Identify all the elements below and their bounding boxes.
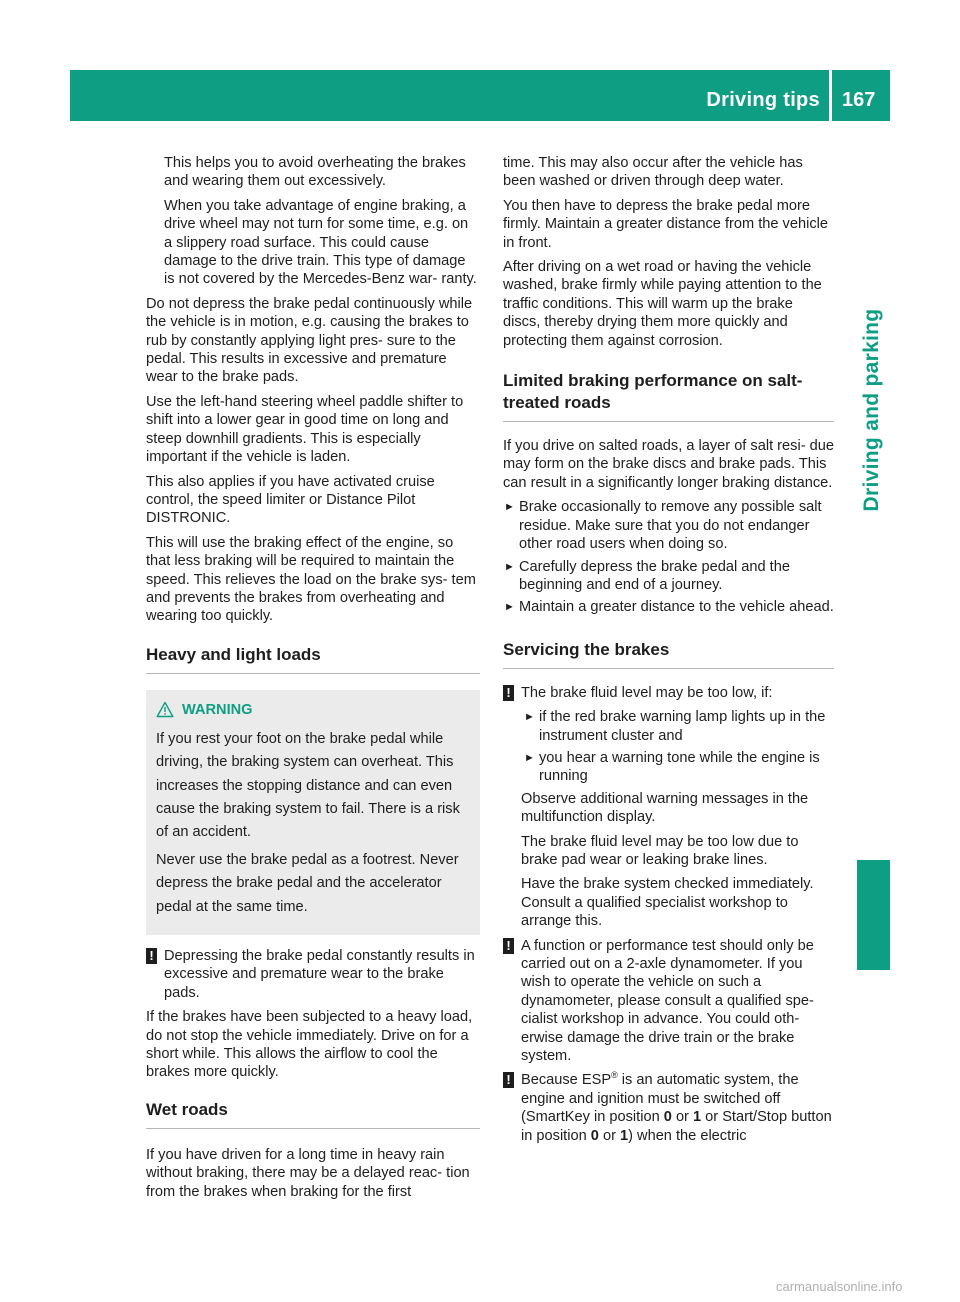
list-item-text: Brake occasionally to remove any possible salt residue. Make sure that you do not endanger other road users when doing so.: [519, 499, 822, 553]
left-column: [146, 154, 480, 1207]
list-item-text: Carefully depress the brake pedal and the beginning and end of a journey.: [519, 558, 790, 593]
side-chapter-label: Driving and parking: [860, 308, 883, 512]
bullet-icon: ►: [504, 560, 515, 573]
text-run: Because ESP: [521, 1072, 612, 1089]
position-value: 1: [620, 1127, 629, 1144]
paragraph: You then have to depress the brake pedal more firmly. Maintain a greater distance from the vehicle in front.: [503, 197, 828, 251]
warning-heading: [156, 700, 472, 720]
warning-label: WARNING: [182, 701, 253, 718]
heading-salt-roads: [503, 370, 834, 422]
right-column: [503, 154, 834, 1151]
bullet-icon: ►: [524, 751, 535, 764]
page-number: 167: [842, 89, 876, 111]
note-text: Depressing the brake pedal constantly results in excessive and premature wear to the brake pads.: [164, 948, 475, 1001]
position-value: 0: [663, 1109, 672, 1126]
list-item-text: if the red brake warning lamp lights up in the instrument cluster and: [539, 709, 826, 744]
heading-line-2: treated roads: [503, 393, 611, 413]
position-value: 1: [692, 1109, 702, 1126]
list-item: [503, 598, 834, 616]
exclamation-icon: !: [503, 938, 514, 954]
list-item: [523, 749, 834, 786]
caution-note: [503, 684, 834, 931]
intro-text-1: This helps you to avoid overheating the brakes and wearing them out excessively.: [164, 155, 466, 190]
paragraph: Use the left-hand steering wheel paddle shifter to shift into a lower gear in good time on long and steep downhill gradients. This is especially important if the vehicle is laden.: [146, 393, 464, 466]
paragraph: If the brakes have been subjected to a heavy load, do not stop the vehicle immediately. Drive on for a short while. This allows the airflow to cool the brakes more quickly.: [146, 1009, 473, 1081]
bullet-icon: ►: [504, 501, 515, 514]
warning-text-1: If you rest your foot on the brake pedal while driving, the braking system can overheat. This increases the stopping distance and can even cause the braking system to fail. There is a risk of an accident.: [156, 730, 460, 841]
text-run: ) when the electric: [628, 1127, 747, 1144]
heading-servicing-brakes: Servicing the brakes: [503, 639, 834, 669]
paragraph: This will use the braking effect of the engine, so that less braking will be required to maintain the speed. This relieves the load on the brake sys- tem and prevents the brakes from overheating and wearing too quickly.: [146, 534, 476, 625]
bullet-icon: ►: [504, 601, 515, 614]
paragraph: time. This may also occur after the vehicle has been washed or driven through deep water.: [503, 155, 803, 190]
note-text: Have the brake system checked immediately. Consult a qualified specialist workshop to arrange this.: [521, 876, 814, 930]
list-item: [503, 558, 834, 595]
caution-note: [146, 947, 480, 1002]
side-chapter-tab: [857, 860, 890, 970]
paragraph: If you have driven for a long time in heavy rain without braking, there may be a delayed reac- tion from the brakes when braking for the first: [146, 1146, 470, 1200]
note-text: The brake fluid level may be too low due to brake pad wear or leaking brake lines.: [521, 833, 799, 868]
paragraph: This also applies if you have activated cruise control, the speed limiter or Distance Pilot DISTRONIC.: [146, 473, 435, 527]
list-item-text: you hear a warning tone while the engine is running: [539, 749, 820, 785]
note-text: A function or performance test should only be carried out on a 2-axle dynamometer. If you wish to operate the vehicle on such a dynamometer, please consult a qualified spe- cialist workshop in advance. You could oth- erwise damage the drive train or the brake system.: [521, 937, 814, 1065]
text-run: is an automatic system, the engine and ignition must be switched off (SmartKey in position: [521, 1072, 799, 1126]
list-item: [503, 498, 834, 553]
registered-mark: ®: [611, 1070, 618, 1081]
heading-wet-roads: Wet roads: [146, 1099, 480, 1129]
heading-heavy-loads: Heavy and light loads: [146, 644, 480, 674]
exclamation-icon: !: [503, 1072, 514, 1088]
list-item: [523, 708, 834, 745]
warning-box: [146, 690, 480, 935]
paragraph: If you drive on salted roads, a layer of salt resi- due may form on the brake discs and brake pads. This can result in a significantly longer braking distance.: [503, 438, 834, 491]
warning-triangle-icon: [156, 701, 174, 718]
note-text: The brake fluid level may be too low, if:: [521, 684, 773, 701]
exclamation-icon: !: [503, 685, 514, 701]
section-title: Driving tips: [706, 89, 820, 111]
caution-note: [503, 1071, 834, 1145]
paragraph: After driving on a wet road or having the vehicle washed, brake firmly while paying attention to the traffic conditions. This will warm up the brake discs, thereby drying them more quickly and protecting them against corrosion.: [503, 259, 822, 349]
warning-text-2: Never use the brake pedal as a footrest. Never depress the brake pedal and the accelerator pedal at the same time.: [156, 851, 459, 915]
exclamation-icon: !: [146, 948, 157, 964]
intro-text-2: When you take advantage of engine braking, a drive wheel may not turn for some time, e.g. on a slippery road surface. This could cause damage to the drive train. This type of damage is not covered by the Mercedes-Benz war- ranty.: [164, 197, 477, 288]
paragraph: Do not depress the brake pedal continuously while the vehicle is in motion, e.g. causing the brakes to rub by constantly applying light pres- sure to the pedal. This results in excessive and premature wear to the brake pads.: [146, 295, 473, 386]
note-text: [521, 1072, 832, 1143]
text-run: or: [671, 1109, 693, 1126]
watermark: carmanualsonline.info: [776, 1279, 903, 1294]
text-run: or Start/Stop button in position: [521, 1109, 832, 1144]
heading-line-1: Limited braking performance on salt-: [503, 371, 803, 391]
header-separator: [829, 70, 832, 121]
position-value: 0: [590, 1127, 599, 1144]
list-item-text: Maintain a greater distance to the vehicle ahead.: [519, 599, 834, 616]
note-text: Observe additional warning messages in the multifunction display.: [521, 790, 809, 826]
bullet-icon: ►: [524, 711, 535, 724]
caution-note: [503, 937, 834, 1066]
text-run: or: [598, 1127, 620, 1144]
